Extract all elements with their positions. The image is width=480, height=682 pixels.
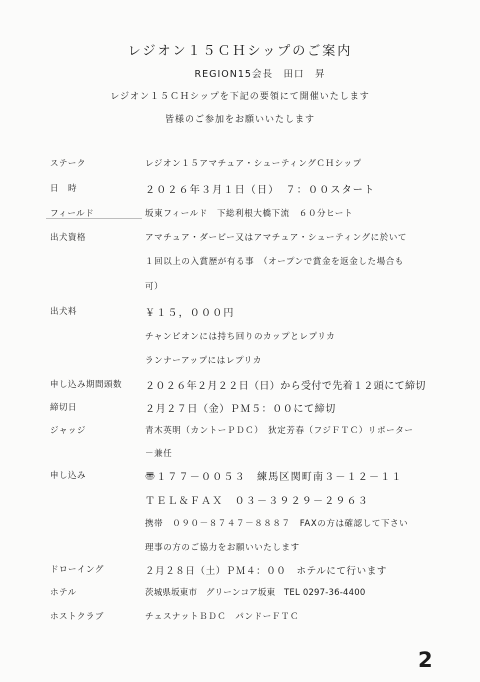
eligibility-line-2: １回以上の入賞歴が有る事 （オープンで賞金を返金した場合も: [145, 257, 404, 267]
judge-line-1: 青木英明（カントーＰＤＣ） 狄定芳春（フジＦＴＣ）リポーター: [145, 426, 414, 436]
eligibility-line-3: 可）: [145, 282, 164, 292]
field-value: 坂東フィールド 下総利根大橋下流 ６０分ヒート: [145, 209, 354, 219]
drawing-value: ２月２８日（土）ＰＭ４：００ ホテルにて行います: [145, 566, 387, 577]
host-club-value: チェスナットＢＤＣ パンドーＦＴＣ: [145, 612, 300, 622]
apply-line-2: ＴＥＬ＆ＦＡＸ ０３－３９２９－２９６３: [145, 496, 369, 507]
stake-value: レジオン１５アマチュア・シューティングＣＨシップ: [145, 159, 362, 169]
datetime-label: 日 時: [50, 184, 78, 194]
fee-value: ￥１５，０００円: [145, 308, 235, 319]
eligibility-label: 出犬資格: [50, 233, 87, 243]
apply-line-1: 〠１７７－００５３ 練馬区関町南３－１２－１１: [145, 472, 403, 483]
hotel-label: ホテル: [50, 588, 77, 598]
intro-line-2: 皆様のご参加をお願いいたします: [164, 115, 315, 125]
intro-line-1: レジオン１５ＣＨシップを下記の要領にて開催いたします: [110, 92, 370, 102]
host-club-label: ホストクラブ: [50, 612, 104, 622]
deadline-label: 締切日: [50, 403, 78, 413]
drawing-label: ドローイング: [50, 565, 104, 575]
fee-label: 出犬料: [50, 307, 78, 317]
organizer-line: REGION15会長 田口 昇: [194, 69, 326, 80]
page-number: 2: [418, 648, 433, 672]
judge-label: ジャッジ: [50, 426, 86, 436]
apply-line-4: 理事の方のご協力をお願いいたします: [145, 543, 300, 553]
apply-line-3: 携帯 ０９０－８７４７－８８８７ FAXの方は確認して下さい: [145, 519, 409, 529]
field-label: フィールド: [50, 209, 95, 219]
judge-line-2: －兼任: [145, 449, 173, 459]
application-period-value: ２０２６年２月２２日（日）から受付で先着１２頭にて締切: [145, 381, 426, 392]
deadline-value: ２月２７日（金）ＰＭ５：００にて締切: [145, 404, 336, 415]
apply-label: 申し込み: [50, 471, 87, 481]
fee-line-2: チャンピオンには持ち回りのカップとレプリカ: [145, 332, 336, 342]
datetime-value: ２０２６年３月１日（日） ７：００スタート: [145, 185, 376, 196]
stake-label: ステーク: [50, 159, 86, 169]
hotel-value: 茨城県坂東市 グリーンコア坂東 TEL 0297-36-4400: [145, 588, 366, 598]
document-title: レジオン１５ＣＨシップのご案内: [127, 44, 353, 59]
fee-line-3: ランナーアップにはレプリカ: [145, 356, 262, 366]
application-period-label: 申し込み期間頭数: [50, 380, 123, 390]
eligibility-line-1: アマチュア・ダービー又はアマチュア・シューティングに於いて: [145, 233, 408, 243]
